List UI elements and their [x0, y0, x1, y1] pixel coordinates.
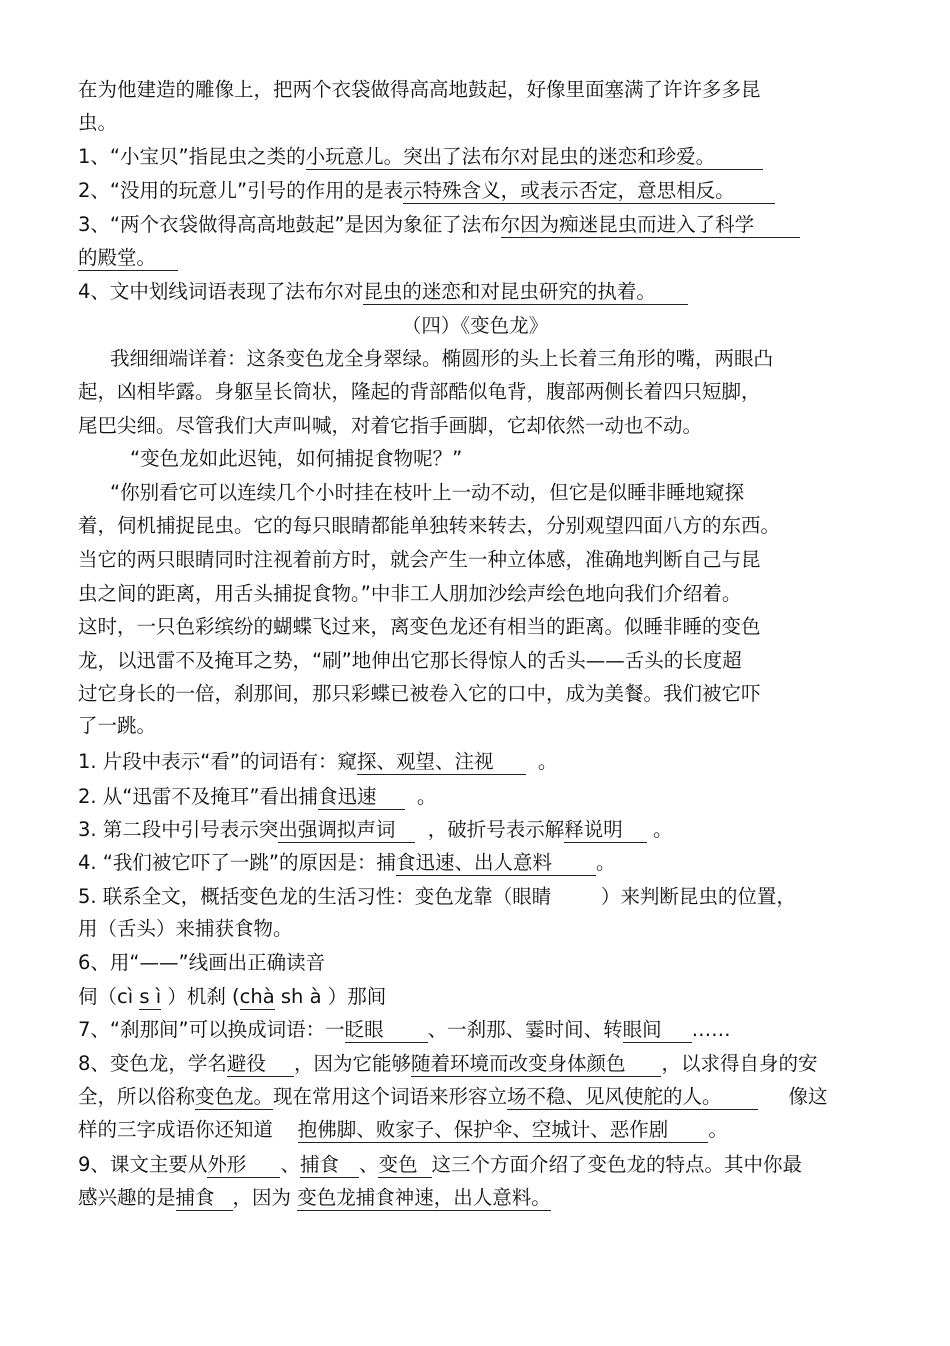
answer-text: 变色龙。	[195, 1085, 274, 1108]
text-segment: 着，伺机捕捉昆虫。它的每只眼睛都能单独转来转去，分别观望四面八方的东西。	[78, 514, 781, 537]
passage-line	[78, 679, 761, 709]
text-segment: ，因为它能够	[293, 1052, 411, 1075]
text-segment: 过它身长的一倍，刹那间，那只彩蝶已被卷入它的口中，成为美餐。我们被它吓	[78, 682, 761, 705]
text-segment: 在为他建造的雕像上，把两个衣袋做得高高地鼓起，好像里面塞满了许许多多昆	[78, 78, 761, 101]
passage-line	[110, 344, 773, 374]
text-segment: 我细细端详着：这条变色龙全身翠绿。椭圆形的头上长着三角形的嘴，两眼凸	[110, 347, 774, 370]
question-line	[78, 848, 616, 878]
answer-text: 眨眼	[345, 1018, 428, 1043]
answer-text: 小玩意儿。突出了法布尔对昆虫的迷恋和珍爱。	[306, 145, 764, 170]
answer-text: 变色	[378, 1153, 431, 1178]
text-segment: 虫之间的距离，用舌头捕捉食物。”中非工人朋加沙绘声绘色地向我们介绍着。	[78, 582, 742, 605]
answer-text: s ì	[139, 985, 162, 1008]
text-segment: 9、课文主要从	[78, 1153, 208, 1176]
text-segment: 3、“两个衣袋做得高高地鼓起”是因为象征了法布	[78, 213, 501, 236]
text-segment: 3. 第二段中引号表示突	[78, 818, 279, 841]
question-line	[78, 176, 775, 206]
passage-line	[78, 545, 761, 575]
text-segment: 龙，以迅雷不及掩耳之势，“刷”地伸出它那长得惊人的舌头——舌头的长度超	[78, 649, 742, 672]
text-segment: 、	[358, 1153, 379, 1176]
text-segment: 7、“刹那间”可以换成词语：一	[78, 1018, 345, 1041]
text-segment: 用（舌头）来捕获食物。	[78, 917, 293, 940]
answer-text: 释说明	[564, 818, 647, 843]
answer-text: 眼间	[623, 1018, 692, 1043]
text-segment: 尾巴尖细。尽管我们大声叫喊，对着它指手画脚，它却依然一动也不动。	[78, 414, 703, 437]
answer-text: 探、观望、注视	[357, 750, 526, 775]
text-segment: 。	[596, 851, 616, 874]
text-segment: 当它的两只眼睛同时注视着前方时，就会产生一种立体感，准确地判断自己与昆	[78, 548, 761, 571]
text-segment: sh à ）那间	[274, 985, 387, 1008]
text-segment: 起，凶相毕露。身躯呈长筒状，隆起的背部酷似龟背，腹部两侧长着四只短脚，	[78, 380, 761, 403]
answer-text: 食迅速、出人意料	[396, 851, 596, 876]
passage-line	[78, 411, 702, 441]
section-title	[0, 311, 950, 341]
answer-text: 场不稳、见风使舵的人。	[507, 1085, 758, 1110]
answer-text: 出强调拟声词	[278, 818, 415, 843]
text-segment: 这三个方面介绍了变色龙的特点。其中你最	[431, 1153, 803, 1176]
question-line	[78, 914, 293, 944]
text-segment: 4、文中划线词语表现了法布尔对	[78, 280, 364, 303]
text-line	[78, 75, 761, 105]
question-line	[78, 882, 796, 912]
question-line	[78, 1049, 817, 1079]
passage-line	[78, 579, 741, 609]
text-segment: ，破折号表示解	[415, 818, 565, 841]
passage-line	[78, 646, 742, 676]
text-segment: 了一跳。	[78, 714, 157, 737]
text-segment: 像这	[757, 1085, 828, 1108]
text-segment: “变色龙如此迟钝，如何捕捉食物呢？”	[130, 447, 463, 470]
passage-line	[78, 711, 156, 741]
text-segment: 2、“没用的玩意儿”引号的作用的是表	[78, 179, 404, 202]
question-line	[78, 210, 800, 240]
question-line	[78, 1150, 802, 1180]
question-line	[78, 277, 688, 307]
text-segment: 伺（cì	[78, 985, 140, 1008]
question-line	[78, 782, 436, 812]
text-segment: 6、用“——”线画出正确读音	[78, 951, 326, 974]
text-segment: 1. 片段中表示“看”的词语有：窥	[78, 750, 358, 773]
text-segment: 1、“小宝贝”指昆虫之类的	[78, 145, 306, 168]
text-segment: （四）《变色龙》	[401, 314, 549, 337]
question-line	[78, 982, 386, 1012]
text-segment: ，因为	[232, 1186, 298, 1209]
answer-text: 尔因为痴迷昆虫而进入了科学	[501, 213, 801, 238]
passage-line	[130, 444, 462, 474]
answer-text: 变色龙捕食神速，出人意料。	[297, 1186, 551, 1209]
text-segment: 、	[280, 1153, 300, 1176]
text-segment: ）机刹 (	[161, 985, 240, 1008]
text-segment: 感兴趣的是	[78, 1186, 176, 1209]
question-line	[78, 1015, 731, 1045]
answer-text: 的殿堂。	[78, 246, 178, 271]
text-segment: 8、变色龙，学名	[78, 1052, 227, 1075]
passage-line	[78, 377, 761, 407]
answer-text: 避役	[227, 1052, 294, 1077]
answer-text: 随着环境而改变身体颜色	[411, 1052, 662, 1077]
text-segment: 4. “我们被它吓了一跳”的原因是：捕	[78, 851, 397, 874]
question-line	[78, 243, 178, 273]
text-segment: 5. 联系全文，概括变色龙的生活习性：变色龙靠（眼睛 ）来判断昆虫的位置，	[78, 885, 796, 908]
answer-text: 食迅速	[318, 785, 405, 810]
text-segment: ……	[691, 1018, 731, 1041]
question-line	[78, 948, 325, 978]
answer-text: 外形	[207, 1153, 280, 1178]
text-segment: 。	[404, 785, 437, 808]
text-segment: 2. 从“迅雷不及掩耳”看出捕	[78, 785, 319, 808]
text-segment: 、一刹那、霎时间、转	[427, 1018, 623, 1041]
text-segment: 全，所以俗称	[78, 1085, 196, 1108]
question-line	[78, 142, 763, 172]
text-segment: 。	[525, 750, 558, 773]
question-line	[78, 1115, 728, 1145]
text-segment: ，以求得自身的安	[661, 1052, 818, 1075]
text-segment: 现在常用这个词语来形容立	[273, 1085, 508, 1108]
text-segment: 这时，一只色彩缤纷的蝴蝶飞过来，离变色龙还有相当的距离。似睡非睡的变色	[78, 615, 761, 638]
answer-text: chà	[239, 985, 275, 1008]
text-segment: 。	[708, 1118, 728, 1141]
text-segment: 虫。	[78, 111, 118, 134]
answer-text: 捕食	[176, 1186, 233, 1211]
question-line	[78, 1183, 551, 1213]
passage-line	[78, 612, 761, 642]
text-segment: 样的三字成语你还知道	[78, 1118, 298, 1141]
text-segment: 。	[646, 818, 673, 841]
text-segment: “你别看它可以连续几个小时挂在枝叶上一动不动，但它是似睡非睡地窥探	[110, 481, 745, 504]
answer-text: 示特殊含义，或表示否定，意思相反。	[403, 179, 775, 204]
answer-text: 捕食	[300, 1153, 359, 1178]
text-line	[78, 108, 117, 138]
answer-text: 昆虫的迷恋和对昆虫研究的执着。	[363, 280, 688, 305]
passage-line	[78, 511, 780, 541]
question-line	[78, 1082, 828, 1112]
passage-line	[110, 478, 744, 508]
answer-text: 抱佛脚、败家子、保护伞、空城计、恶作剧	[298, 1118, 709, 1143]
question-line	[78, 815, 672, 845]
question-line	[78, 747, 557, 777]
